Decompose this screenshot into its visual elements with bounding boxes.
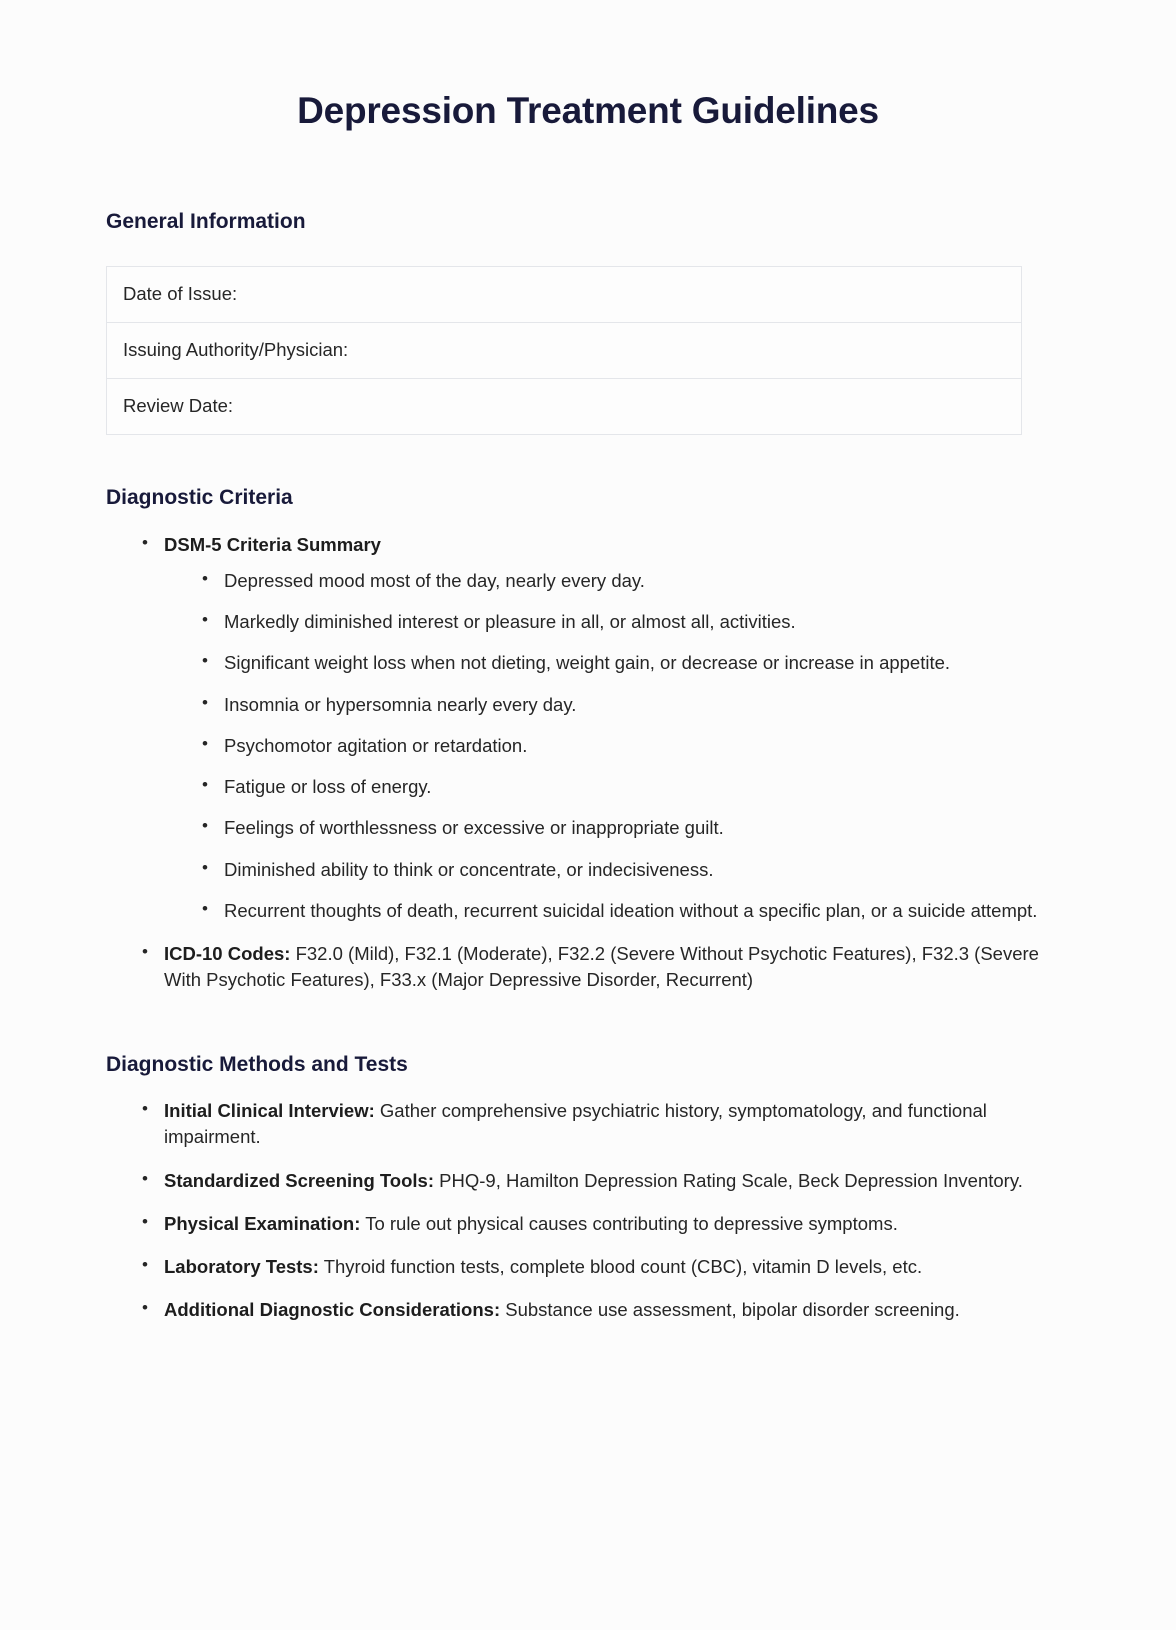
method-text: Substance use assessment, bipolar disorder screening.: [505, 1299, 960, 1321]
method-label: Physical Examination:: [164, 1212, 361, 1234]
dsm5-criteria-list: [164, 568, 1052, 924]
section-heading-general-information: General Information: [106, 210, 306, 234]
table-row: [107, 267, 1022, 323]
list-item: • Significant weight loss when not dieting, weight gain, or decrease or increase in appetite.: [202, 650, 1052, 676]
list-item-additional-diagnostic-considerations: [142, 1297, 1052, 1323]
method-label: Standardized Screening Tools:: [164, 1169, 435, 1191]
list-item: • Psychomotor agitation or retardation.: [202, 733, 1052, 759]
table-body: [107, 267, 1022, 435]
method-text: Thyroid function tests, complete blood count (CBC), vitamin D levels, etc.: [323, 1256, 923, 1278]
method-text: Gather comprehensive psychiatric history, symptomatology, and functional impairment.: [164, 1099, 987, 1148]
list-item: • Insomnia or hypersomnia nearly every day.: [202, 692, 1052, 718]
list-item-initial-clinical-interview: [142, 1098, 1052, 1151]
icd10-label: ICD-10 Codes:: [164, 943, 291, 965]
method-label: Additional Diagnostic Considerations:: [164, 1299, 501, 1321]
method-label: Laboratory Tests:: [164, 1256, 319, 1278]
table-row: [107, 323, 1022, 379]
table-cell-label-issuing-authority: Issuing Authority/Physician:: [123, 339, 349, 361]
icd10-text: F32.0 (Mild), F32.1 (Moderate), F32.2 (Severe Without Psychotic Features), F32.3 (Severe With Psychotic Features), F33.x (Major Depressive Disorder, Recurrent): [164, 943, 1039, 991]
list-item-dsm5-criteria-summary: [142, 532, 1052, 925]
method-text: PHQ-9, Hamilton Depression Rating Scale, Beck Depression Inventory.: [439, 1169, 1023, 1191]
page-title: Depression Treatment Guidelines: [297, 90, 879, 131]
section-heading-diagnostic-methods-and-tests: Diagnostic Methods and Tests: [106, 1052, 408, 1076]
diagnostic-criteria-list: [106, 532, 1070, 994]
list-item: • Fatigue or loss of energy.: [202, 774, 1052, 800]
table-row: [107, 379, 1022, 435]
list-item: • Feelings of worthlessness or excessive or inappropriate guilt.: [202, 815, 1052, 841]
list-item-laboratory-tests: [142, 1254, 1052, 1280]
list-item-standardized-screening-tools: [142, 1168, 1052, 1194]
method-label: Initial Clinical Interview:: [164, 1099, 375, 1121]
table-cell-label-date-of-issue: Date of Issue:: [123, 283, 238, 305]
list-item-icd10-codes: [142, 941, 1052, 994]
general-information-table: [106, 266, 1022, 435]
method-text: To rule out physical causes contributing to depressive symptoms.: [365, 1212, 898, 1234]
dsm5-label: DSM-5 Criteria Summary: [164, 533, 381, 555]
list-item: • Recurrent thoughts of death, recurrent suicidal ideation without a specific plan, or a suicide attempt.: [202, 898, 1052, 924]
list-item: • Diminished ability to think or concentrate, or indecisiveness.: [202, 857, 1052, 883]
list-item: • Depressed mood most of the day, nearly every day.: [202, 568, 1052, 594]
list-item-physical-examination: [142, 1211, 1052, 1237]
section-heading-diagnostic-criteria: Diagnostic Criteria: [106, 486, 293, 510]
table-cell-label-review-date: Review Date:: [123, 395, 234, 417]
list-item: • Markedly diminished interest or pleasure in all, or almost all, activities.: [202, 609, 1052, 635]
diagnostic-methods-list: [106, 1098, 1070, 1324]
